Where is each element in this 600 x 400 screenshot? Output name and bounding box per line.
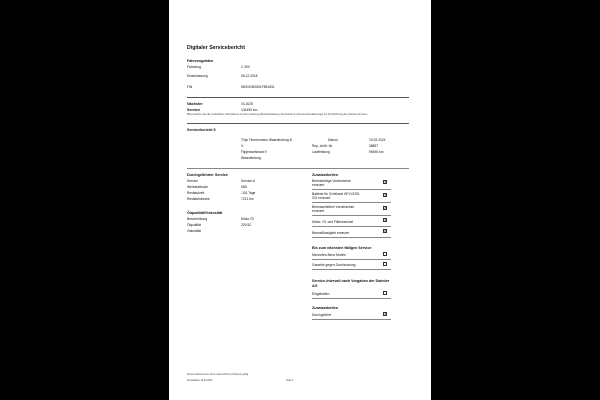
checkbox-brake-fluid[interactable]: ✔: [384, 229, 388, 233]
rust-guarantee-label: Garantie gegen Durchrostung: [312, 263, 356, 267]
oil-description-value: Motor Öl: [241, 217, 254, 221]
workshop-code-label: Werkstattcode: [187, 185, 209, 189]
item-divider: [312, 189, 391, 190]
order-number-label: Rep.-Auftr.-Nr.: [312, 144, 334, 148]
remaining-time-value: -116 Tage: [241, 191, 256, 195]
service-label: Service: [187, 108, 201, 112]
additional-item-line: erneuert: [312, 183, 325, 188]
additional-item: [312, 205, 354, 214]
oil-description-label: Beschreibung: [187, 217, 208, 221]
oil-quality-value: 229.52: [241, 223, 252, 227]
item-divider: [312, 319, 391, 320]
additional-item-line: Batterie für Schlüssel KEYLESS-: [312, 192, 361, 196]
interval-heading-line: Service-Intervall nach Vorgaben der Daimler: [312, 279, 390, 283]
first-registration-label: Erstzulassung: [187, 74, 208, 78]
mileage-label: Laufleistung: [312, 150, 330, 154]
footer-validity-note: Dieses Dokument ist ohne Unterschrift und Stempel gültig.: [187, 373, 249, 376]
viscosity-label: Viskosität: [187, 229, 202, 233]
interval-kept-label: Eingehalten: [312, 292, 330, 296]
additional-heading: Zusatzarbeiten: [312, 173, 339, 177]
additional-item-line: GO erneuert: [312, 196, 331, 201]
item-divider: [312, 269, 391, 270]
document-title: Digitaler Servicebericht: [187, 45, 245, 51]
dealer-city: Waardenburg: [241, 156, 261, 160]
until-next-heading: Bis zum nächsten fälligen Service: [312, 246, 372, 250]
mobilo-label: Mercedes-Benz Mobilo: [312, 253, 346, 257]
performed-heading: Durchgeführter Service: [187, 173, 228, 177]
item-divider: [312, 237, 391, 238]
vehicle-value: C 300: [241, 65, 250, 69]
remaining-distance-label: Restlaufstrecke: [187, 197, 210, 201]
additional-item-line: Motor: Öl- und Filterwechsel: [312, 220, 354, 224]
additional-item: [312, 192, 360, 201]
vin-label: FIN: [187, 85, 193, 89]
section-divider: [187, 168, 409, 169]
vin-value: WDD2052831F851831: [241, 85, 275, 89]
checkbox-oil-change[interactable]: ✔: [384, 218, 388, 222]
section-divider: [187, 123, 409, 124]
dealer-name-line: V.: [241, 144, 244, 148]
vehicle-label: Fahrzeug: [187, 65, 201, 69]
footer-print-date: Druckdatum 19.03.2024: [187, 379, 213, 382]
workshop-code-value: 06D: [241, 185, 248, 189]
mileage-value: 99490 km: [369, 150, 384, 154]
checkbox-interval-kept[interactable]: [383, 291, 387, 295]
oil-heading: Ölqualität/Viskosität: [187, 211, 223, 215]
document-page: [169, 0, 431, 400]
section-divider: [187, 97, 409, 98]
vehicle-heading: Fahrzeugdaten: [187, 59, 214, 63]
additional2-heading: Zusatzarbeiten: [312, 306, 339, 310]
checkbox-brake-pads[interactable]: ✔: [384, 180, 388, 184]
next-service-date: 03.2025: [241, 102, 253, 106]
report-heading: Servicebericht 5: [187, 128, 216, 132]
item-divider: [312, 226, 391, 227]
performed-label: Durchgeführt: [312, 313, 332, 317]
checkbox-mobilo[interactable]: [383, 252, 387, 256]
order-number-value: 38657: [369, 144, 379, 148]
next-service-note: Bitte beachten Sie die zusätzlichen Informationen in Ihrem Fahrzeug (Betriebsanleitung, Serviceheft und Serviceintervallanzeige) zur Durchführung des nächsten Services.: [187, 113, 368, 116]
item-divider: [312, 202, 391, 203]
date-label: Datum: [328, 138, 338, 142]
additional-item-line: Bremsscheiben Vorderachse: [312, 205, 355, 209]
checkbox-brake-discs[interactable]: ✔: [384, 206, 388, 210]
checkbox-rust-guarantee[interactable]: [383, 262, 387, 266]
performed-service-label: Service: [187, 179, 198, 183]
next-service-km: 134490 km: [241, 108, 258, 112]
date-value: 19.03.2024: [369, 138, 386, 142]
additional-item-line: Bremsflüssigkeit erneuert: [312, 231, 350, 235]
performed-service-value: Service A: [241, 179, 255, 183]
interval-heading: [312, 279, 389, 289]
item-divider: [312, 259, 391, 260]
first-registration-value: 06.12.2018: [241, 74, 258, 78]
additional-item: [312, 179, 351, 188]
checkbox-key-battery[interactable]: ✔: [384, 193, 388, 197]
footer-page-number: Seite 1: [286, 379, 294, 382]
dealer-street: Flipjesweistraat 9: [241, 150, 267, 154]
interval-heading-line: AG: [312, 284, 318, 288]
additional-item-line: erneuert: [312, 209, 325, 214]
next-service-label: Nächster: [187, 102, 203, 106]
checkbox-performed[interactable]: ✔: [384, 312, 388, 316]
item-divider: [312, 215, 391, 216]
oil-quality-label: Ölqualität: [187, 223, 201, 227]
remaining-distance-value: 7221 km: [241, 197, 254, 201]
additional-item-line: Bremsbeläge Vorderachse: [312, 179, 351, 183]
dealer-name-line: Thijs Timmermans Waardenburg B.: [241, 138, 293, 142]
remaining-time-label: Restlaufzeit: [187, 191, 205, 195]
item-divider: [312, 298, 391, 299]
